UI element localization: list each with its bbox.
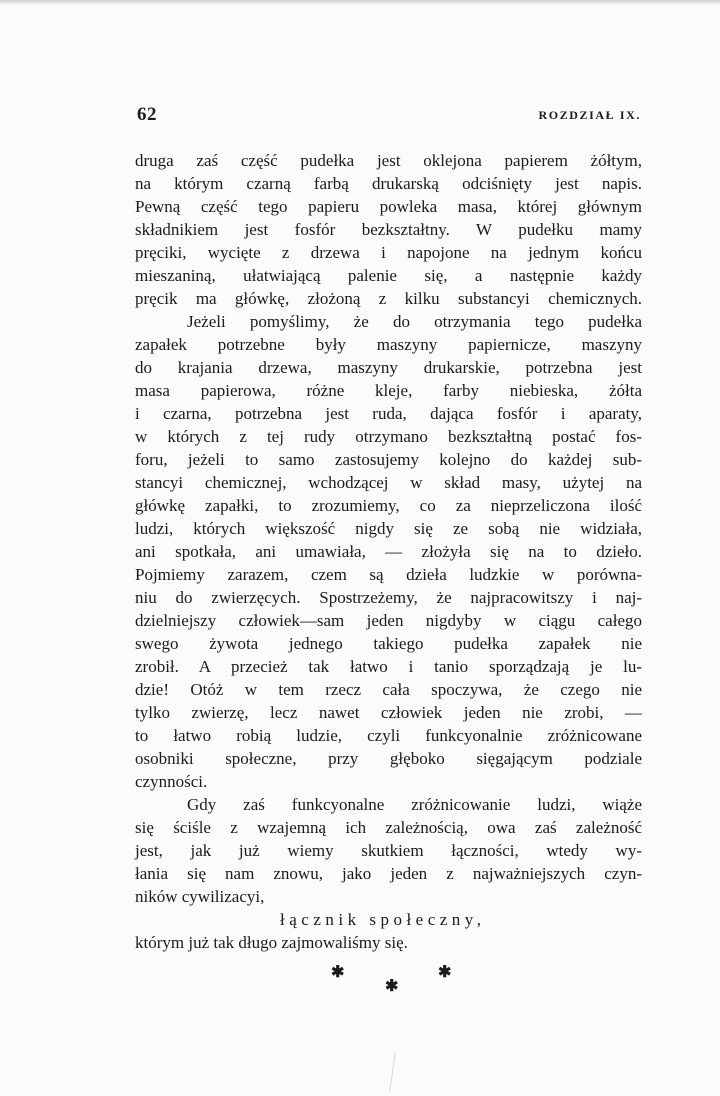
text-line: mieszaniną, ułatwiającą palenie się, a następnie każdy (135, 266, 642, 285)
text-line: do krajania drzewa, maszyny drukarskie, potrzebna jest (135, 358, 642, 377)
body-text (135, 149, 642, 954)
page-top-rule (0, 0, 720, 5)
text-line: dzielniejszy człowiek—sam jeden nigdyby w ciągu całego (135, 611, 642, 630)
asterisk-icon: ✱ (385, 978, 399, 995)
text-line: stancyi chemicznej, wchodzącej w skład masy, użytej na (135, 473, 642, 492)
asterisk-icon: ✱ (438, 964, 452, 981)
text-line: pręcik ma główkę, złożoną z kilku substancyi chemicznych. (135, 289, 642, 308)
text-line: łania się nam znowu, jako jeden z najważniejszych czyn- (135, 864, 642, 883)
text-line: na którym czarną farbą drukarską odciśnięty jest napis. (135, 174, 642, 193)
page-number: 62 (137, 104, 157, 125)
text-line: składnikiem jest fosfór bezkształtny. W pudełku mamy (135, 220, 642, 239)
text-line: główkę zapałki, to zrozumiemy, co za nieprzeliczona ilość (135, 496, 642, 515)
asterisk-icon: ✱ (331, 964, 345, 981)
paper-scratch (389, 1052, 396, 1092)
text-line: Pojmiemy zarazem, czem są dzieła ludzkie w porówna- (135, 565, 642, 584)
text-line: to łatwo robią ludzie, czyli funkcyonalnie zróżnicowane (135, 726, 642, 745)
text-line: zrobił. A przecież tak łatwo i tanio sporządzają je lu- (135, 657, 642, 676)
text-line: w których z tej rudy otrzymano bezkształtną postać fos- (135, 427, 642, 446)
text-line: pręciki, wycięte z drzewa i napojone na jednym końcu (135, 243, 642, 262)
text-line: tylko zwierzę, lecz nawet człowiek jeden nie zrobi, — (135, 703, 642, 722)
text-line: ani spotkała, ani umawiała, — złożyła się na to dzieło. (135, 542, 642, 561)
text-line: którym już tak długo zajmowaliśmy się. (135, 933, 408, 952)
text-line: niu do zwierzęcych. Spostrzeżemy, że najpracowitszy i naj- (135, 588, 642, 607)
text-line: druga zaś część pudełka jest oklejona papierem żółtym, (135, 151, 642, 170)
text-line: Gdy zaś funkcyonalne zróżnicowanie ludzi, wiąże (187, 795, 642, 814)
text-line: się ściśle z wzajemną ich zależnością, owa zaś zależność (135, 818, 642, 837)
emphasized-line: łącznik społeczny, (280, 910, 486, 929)
text-line: foru, jeżeli to samo zastosujemy kolejno do każdej sub- (135, 450, 642, 469)
section-ornament (315, 958, 475, 998)
running-head: ROZDZIAŁ IX. (538, 108, 641, 122)
text-line: zapałek potrzebne były maszyny papiernicze, maszyny (135, 335, 642, 354)
text-line: masa papierowa, różne kleje, farby niebieska, żółta (135, 381, 642, 400)
text-line: ludzi, których większość nigdy się ze sobą nie widziała, (135, 519, 642, 538)
text-line: dzie! Otóż w tem rzecz cała spoczywa, że czego nie (135, 680, 642, 699)
text-line: czynności. (135, 772, 208, 791)
text-line: jest, jak już wiemy skutkiem łączności, wtedy wy- (135, 841, 642, 860)
text-line: ników cywilizacyi, (135, 887, 265, 906)
page-header (137, 104, 641, 130)
text-line: osobniki społeczne, przy głęboko sięgającym podziale (135, 749, 642, 768)
text-line: i czarna, potrzebna jest ruda, dająca fosfór i aparaty, (135, 404, 642, 423)
text-line: Pewną część tego papieru powleka masa, której głównym (135, 197, 642, 216)
text-line: swego żywota jednego takiego pudełka zapałek nie (135, 634, 642, 653)
text-line: Jeżeli pomyślimy, że do otrzymania tego pudełka (187, 312, 642, 331)
